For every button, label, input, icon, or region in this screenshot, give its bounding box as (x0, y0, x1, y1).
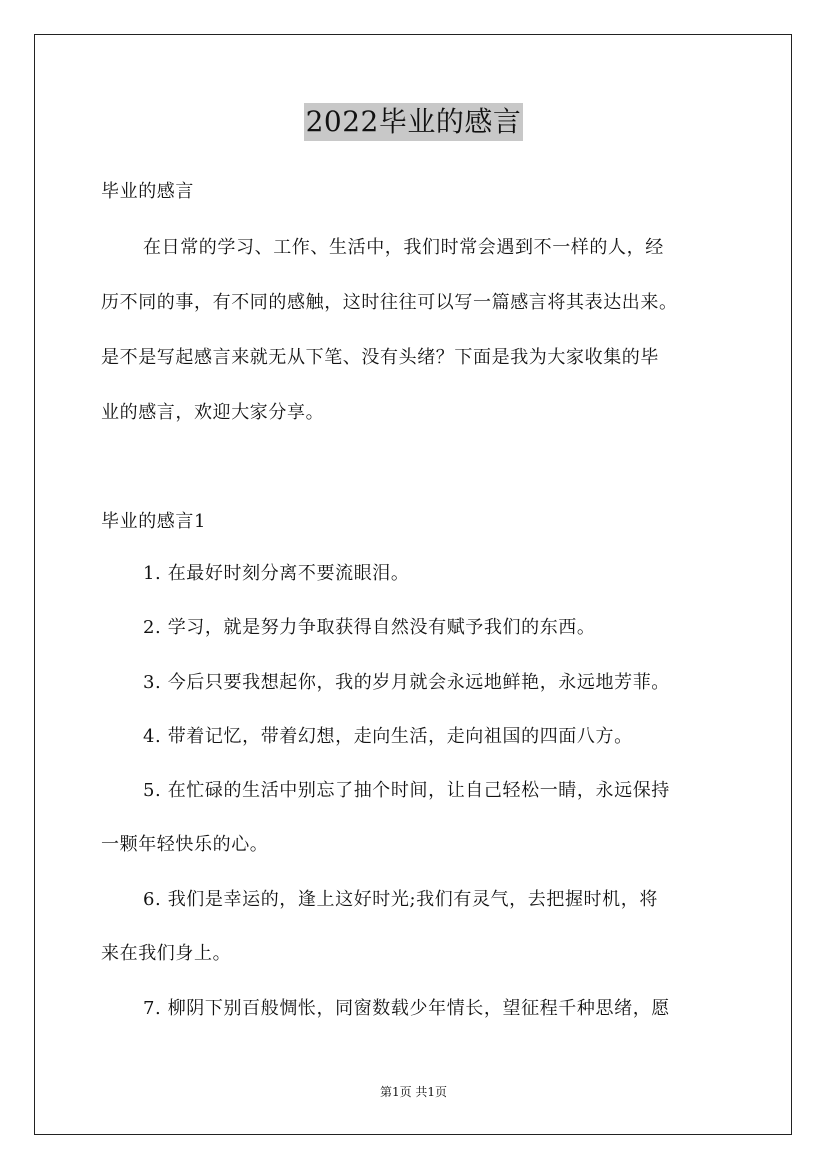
intro-line: 业的感言，欢迎大家分享。 (101, 402, 325, 423)
list-item: 5. 在忙碌的生活中别忘了抽个时间，让自己轻松一睛，永远保持 (143, 780, 670, 801)
title-container (0, 103, 827, 141)
page-footer: 第1页 共1页 (379, 1085, 448, 1099)
list-item: 4. 带着记忆，带着幻想，走向生活，走向祖国的四面八方。 (143, 726, 633, 747)
list-item-continuation: 来在我们身上。 (101, 943, 232, 964)
list-item: 7. 柳阴下别百般惆怅，同窗数载少年情长，望征程千种思绪，愿 (143, 998, 670, 1019)
list-item: 3. 今后只要我想起你，我的岁月就会永远地鲜艳，永远地芳菲。 (143, 672, 670, 693)
intro-line: 在日常的学习、工作、生活中，我们时常会遇到不一样的人，经 (143, 237, 664, 258)
document-title: 2022毕业的感言 (304, 103, 524, 141)
intro-line: 历不同的事，有不同的感触，这时往往可以写一篇感言将其表达出来。 (101, 292, 678, 313)
list-item-continuation: 一颗年轻快乐的心。 (101, 834, 269, 855)
intro-line: 是不是写起感言来就无从下笔、没有头绪？下面是我为大家收集的毕 (101, 347, 659, 368)
document-subtitle: 毕业的感言 (101, 181, 194, 202)
section-heading: 毕业的感言1 (101, 511, 207, 532)
list-item: 2. 学习，就是努力争取获得自然没有赋予我们的东西。 (143, 617, 596, 638)
list-item: 1. 在最好时刻分离不要流眼泪。 (143, 563, 410, 584)
list-item: 6. 我们是幸运的，逢上这好时光;我们有灵气，去把握时机，将 (143, 889, 658, 910)
